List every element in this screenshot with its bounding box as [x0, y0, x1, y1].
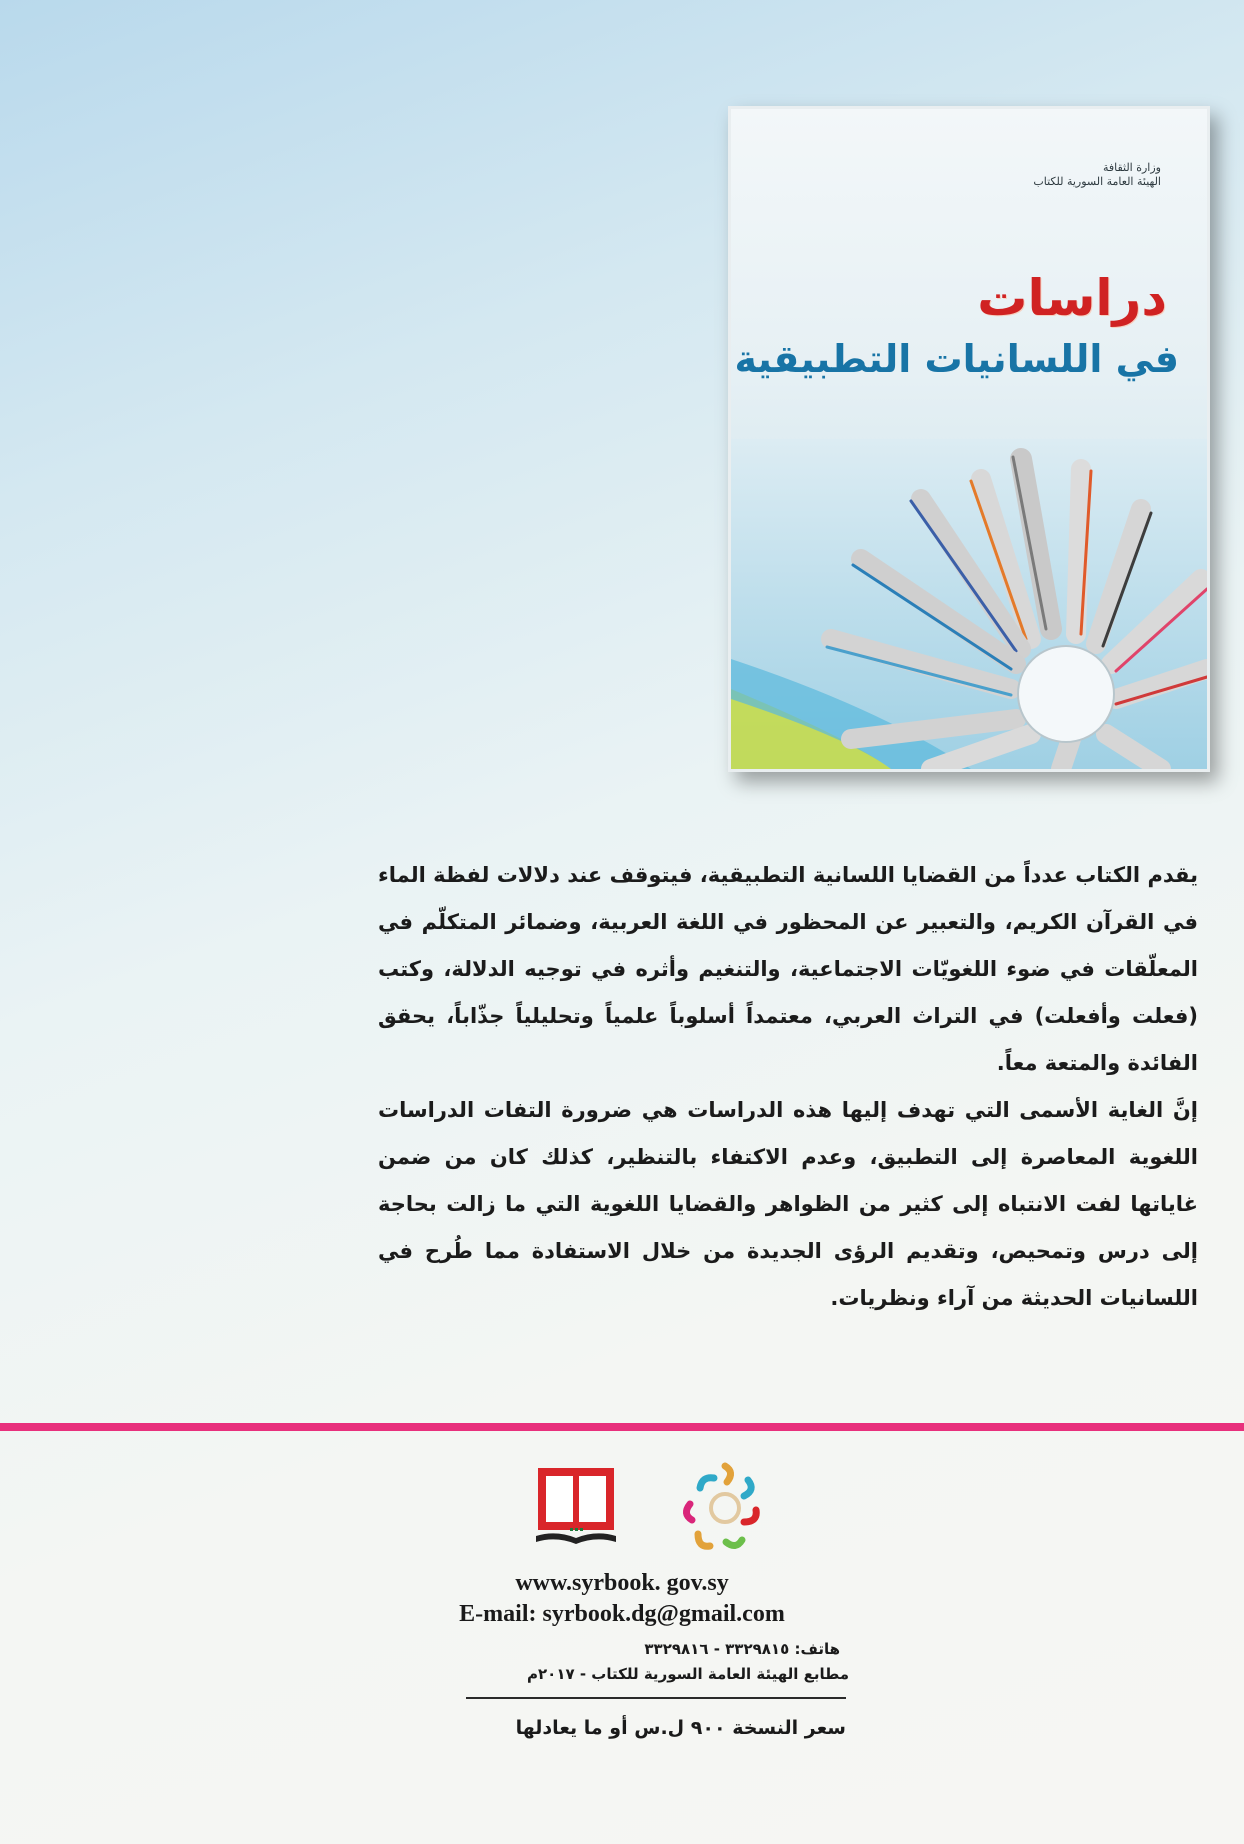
pink-divider: [0, 1423, 1244, 1431]
description-paragraph-1: يقدم الكتاب عدداً من القضايا اللسانية التطبيقية، فيتوقف عند دلالات لفظة الماء في القرآن الكريم، والتعبير عن المحظور في اللغة العربية، وضمائر المتكلّم في المعلّقات في ضوء اللغويّات الاجتماعية، والتنغيم وأثره في توجيه الدلالة، وكتب (فعلت وأفعلت) في التراث العربي، معتمداً أسلوباً علمياً وتحليلياً جذّاباً، يحقق الفائدة والمتعة معاً.: [378, 863, 1198, 1075]
price-divider: [466, 1697, 846, 1699]
ministry-culture-logo-icon: [670, 1458, 780, 1562]
website-url[interactable]: www.syrbook. gov.sy: [515, 1570, 729, 1596]
cover-publisher: [1031, 161, 1161, 189]
cover-publisher-line-1: وزارة الثقافة: [1102, 161, 1161, 174]
cover-subtitle: في اللسانيات التطبيقية: [734, 337, 1179, 381]
book-cover-image: [728, 106, 1210, 772]
price-label: سعر النسخة ٩٠٠ ل.س أو ما يعادلها: [515, 1717, 846, 1739]
open-book-logo-icon: [536, 1466, 616, 1558]
description-paragraph-2: إنَّ الغاية الأسمى التي تهدف إليها هذه الدراسات هي ضرورة التفات الدراسات اللغوية المعاصرة إلى التطبيق، وعدم الاكتفاء بالتنظير، كذلك كان من ضمن غاياتها لفت الانتباه إلى كثير من الظواهر والقضايا اللغوية التي ما زالت بحاجة إلى درس وتمحيص، وتقديم الرؤى الجديدة من خلال الاستفادة مما طُرح في اللسانيات الحديثة من آراء ونظريات.: [378, 1098, 1198, 1310]
printer-info: مطابع الهيئة العامة السورية للكتاب - ٢٠١٧م: [527, 1665, 849, 1683]
cover-publisher-line-2: الهيئة العامة السورية للكتاب: [1033, 175, 1161, 188]
books-fan-illustration: [731, 439, 1207, 769]
email-address[interactable]: E-mail: syrbook.dg@gmail.com: [459, 1601, 785, 1627]
phone-numbers: هاتف: ٣٣٢٩٨١٥ - ٣٣٢٩٨١٦: [644, 1640, 840, 1658]
book-description: [378, 852, 1198, 1322]
cover-title: دراسات: [977, 269, 1167, 327]
